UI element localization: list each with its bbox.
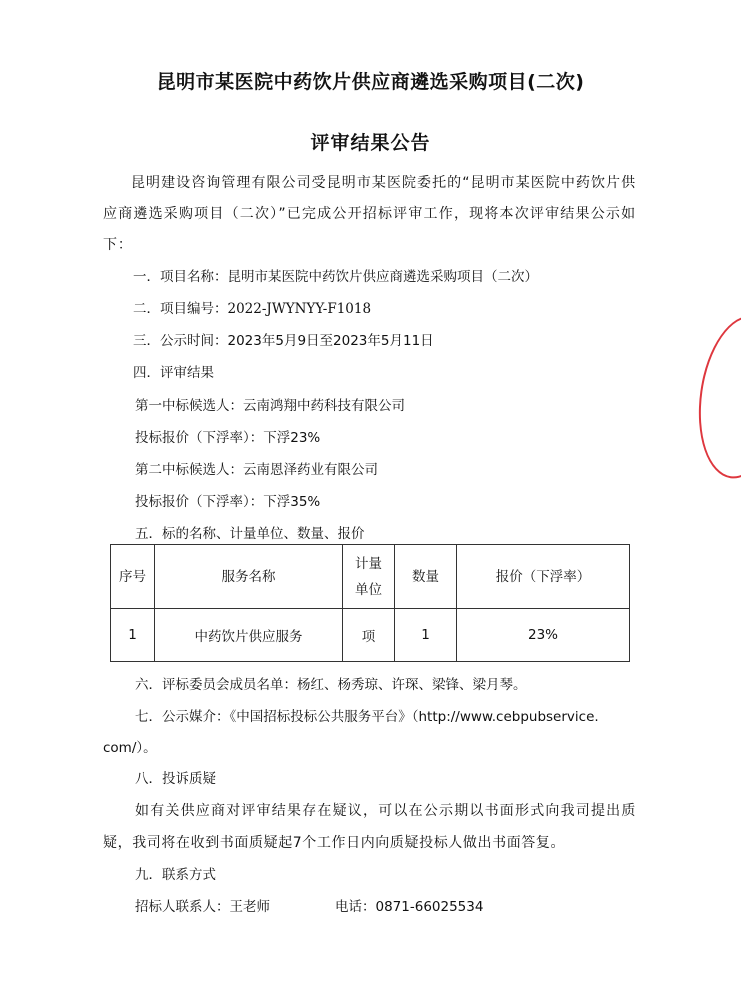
document-subtitle: 评审结果公告 [310,132,431,154]
contact-heading: 九．联系方式 [135,867,216,883]
result-table [110,544,630,662]
project-name-line: 一．项目名称：昆明市某医院中药饮片供应商遴选采购项目（二次） [133,269,538,285]
project-number-line: 二．项目编号：2022-JWYNYY-F1018 [133,301,372,317]
company-seal [689,310,741,484]
cell-unit: 项 [343,609,395,662]
committee-members: 六．评标委员会成员名单：杨红、杨秀琼、许琛、梁锋、梁月琴。 [135,677,527,693]
cell-quantity: 1 [395,609,457,662]
header-quantity: 数量 [395,545,457,609]
review-result-heading: 四．评审结果 [133,365,214,381]
second-candidate: 第二中标候选人：云南恩泽药业有限公司 [135,462,378,478]
header-index: 序号 [111,545,155,609]
document-title: 昆明市某医院中药饮片供应商遴选采购项目(二次) [156,71,585,93]
complaint-heading: 八．投诉质疑 [135,771,216,787]
contact-person: 招标人联系人：王老师 [135,899,270,915]
header-unit: 计量单位 [343,545,395,609]
contact-phone: 电话：0871-66025534 [335,899,484,915]
table-header-row [111,545,630,609]
first-bid-price: 投标报价（下浮率）：下浮23% [135,430,321,446]
table-row [111,609,630,662]
subject-heading: 五．标的名称、计量单位、数量、报价 [135,526,365,542]
header-price: 报价（下浮率） [457,545,630,609]
header-service-name: 服务名称 [155,545,343,609]
complaint-paragraph: 如有关供应商对评审结果存在疑议，可以在公示期以书面形式向我司提出质疑，我司将在收到书面质疑起7个工作日内向质疑投标人做出书面答复。 [103,803,636,851]
publicity-media-line-cont: com/）。 [103,740,157,756]
second-bid-price: 投标报价（下浮率）：下浮35% [135,494,321,510]
publicity-media-line: 七．公示媒介：《中国招标投标公共服务平台》（http://www.cebpubservice. [135,709,599,725]
intro-paragraph: 昆明建设咨询管理有限公司受昆明市某医院委托的“昆明市某医院中药饮片供应商遴选采购项目（二次）”已完成公开招标评审工作，现将本次评审结果公示如下： [103,175,636,253]
cell-service-name: 中药饮片供应服务 [155,609,343,662]
cell-price: 23% [457,609,630,662]
publicity-period-line: 三．公示时间：2023年5月9日至2023年5月11日 [133,333,434,349]
cell-index: 1 [111,609,155,662]
first-candidate: 第一中标候选人：云南鸿翔中药科技有限公司 [135,398,405,414]
